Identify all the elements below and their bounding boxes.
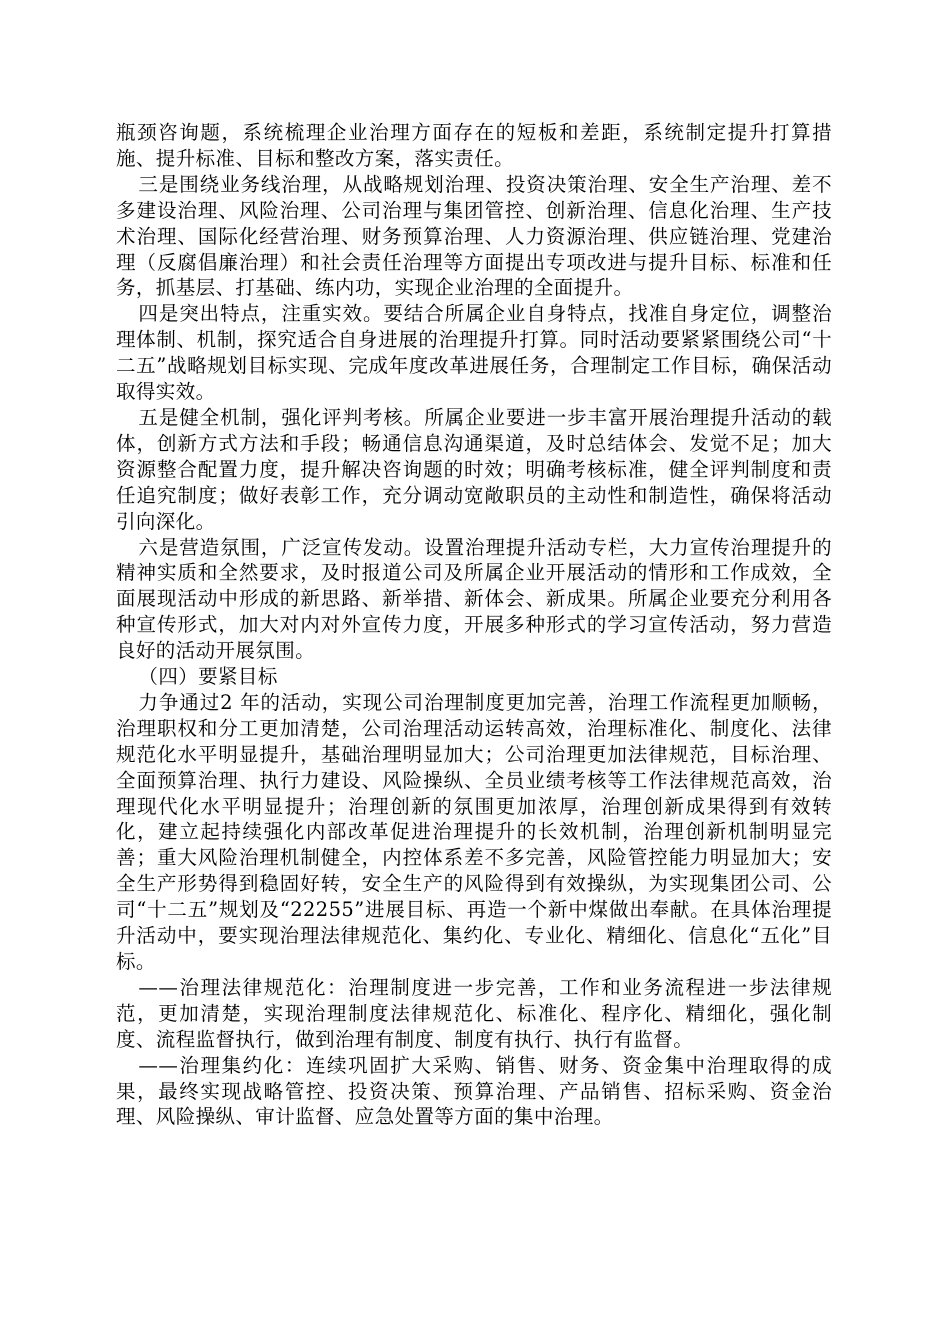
document-page (116, 120, 832, 1130)
section-heading-goals: （四）要紧目标 (138, 665, 278, 689)
paragraph-goals: 力争通过2 年的活动，实现公司治理制度更加完善，治理工作流程更加顺畅，治理职权和分工更加清楚，公司治理活动运转高效，治理标准化、制度化、法律规范化水平明显提升，基础治理明显加大；公司治理更加法律规范，目标治理、全面预算治理、执行力建设、风险操纵、全员业绩考核等工作法律规范高效，治理现代化水平明显提升；治理创新的氛围更加浓厚，治理创新成果得到有效转化，建立起持续强化内部改革促进治理提升的长效机制，治理创新机制明显完善；重大风险治理机制健全，内控体系差不多完善，风险管控能力明显加大；安全生产形势得到稳固好转，安全生产的风险得到有效操纵，为实现集团公司、公司“十二五”规划及“22255”进展目标、再造一个新中煤做出奉献。在具体治理提升活动中，要实现治理法律规范化、集约化、专业化、精细化、信息化“五化”目标。 (116, 690, 832, 973)
paragraph-standardization: ——治理法律规范化：治理制度进一步完善，工作和业务流程进一步法律规范，更加清楚，实现治理制度法律规范化、标准化、程序化、精细化，强化制度、流程监督执行，做到治理有制度、制度有执行、执行有监督。 (116, 975, 832, 1051)
paragraph-business-line: 三是围绕业务线治理，从战略规划治理、投资决策治理、安全生产治理、差不多建设治理、风险治理、公司治理与集团管控、创新治理、信息化治理、生产技术治理、国际化经营治理、财务预算治理、人力资源治理、供应链治理、党建治理（反腐倡廉治理）和社会责任治理等方面提出专项改进与提升目标、标准和任务，抓基层、打基础、练内功，实现企业治理的全面提升。 (116, 172, 832, 300)
paragraph-intensification: ——治理集约化：连续巩固扩大采购、销售、财务、资金集中治理取得的成果，最终实现战略管控、投资决策、预算治理、产品销售、招标采购、资金治理、风险操纵、审计监督、应急处置等方面的集中治理。 (116, 1053, 832, 1129)
paragraph-continuation: 瓶颈咨询题，系统梳理企业治理方面存在的短板和差距，系统制定提升打算措施、提升标准、目标和整改方案，落实责任。 (116, 121, 832, 170)
paragraph-highlight-features: 四是突出特点，注重实效。要结合所属企业自身特点，找准自身定位，调整治理体制、机制，探究适合自身进展的治理提升打算。同时活动要紧紧围绕公司“十二五”战略规划目标实现、完成年度改革进展任务，合理制定工作目标，确保活动取得实效。 (116, 302, 832, 404)
paragraph-atmosphere: 六是营造氛围，广泛宣传发动。设置治理提升活动专栏，大力宣传治理提升的精神实质和全然要求，及时报道公司及所属企业开展活动的情形和工作成效，全面展现活动中形成的新思路、新举措、新体会、新成果。所属企业要充分利用各种宣传形式，加大对内对外宣传力度，开展多种形式的学习宣传活动，努力营造良好的活动开展氛围。 (116, 535, 832, 663)
paragraph-mechanism: 五是健全机制，强化评判考核。所属企业要进一步丰富开展治理提升活动的载体，创新方式方法和手段；畅通信息沟通渠道，及时总结体会、发觉不足；加大资源整合配置力度，提升解决咨询题的时效；明确考核标准，健全评判制度和责任追究制度；做好表彰工作，充分调动宽敞职员的主动性和制造性，确保将活动引向深化。 (116, 405, 832, 533)
